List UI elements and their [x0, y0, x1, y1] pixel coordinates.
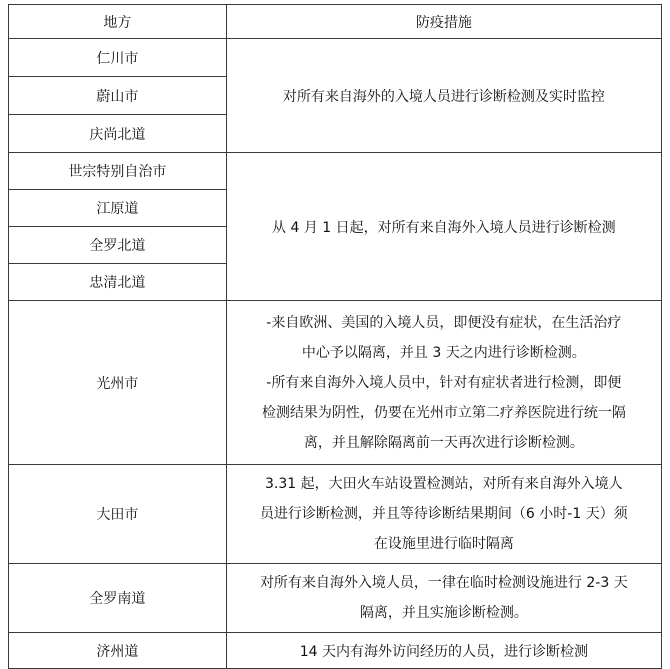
region-cell: 庆尚北道 [9, 115, 227, 153]
measure-line: 隔离，并且实施诊断检测。 [359, 605, 528, 621]
header-measures: 防疫措施 [226, 5, 661, 39]
header-region: 地方 [9, 5, 227, 39]
measure-line: -所有来自海外入境人员中，针对有症状者进行检测，即便 [266, 374, 622, 391]
region-cell: 世宗特别自治市 [9, 153, 227, 190]
region-cell: 忠清北道 [9, 264, 227, 301]
measure-line: 离，并且解除隔离前一天再次进行诊断检测。 [303, 434, 584, 451]
table-row [9, 465, 662, 564]
measure-line: 在设施里进行临时隔离 [373, 536, 514, 552]
region-cell: 蔚山市 [9, 77, 227, 115]
measure-cell [226, 153, 661, 301]
region-cell: 光州市 [9, 301, 227, 465]
measure-line: 14 天内有海外访问经历的人员，进行诊断检测 [299, 643, 588, 660]
region-cell: 全罗北道 [9, 227, 227, 264]
measure-cell [226, 564, 661, 633]
table-row [9, 633, 662, 669]
measure-cell [226, 465, 661, 564]
measure-cell [226, 633, 661, 669]
measure-line: -来自欧洲、美国的入境人员，即便没有症状，在生活治疗 [266, 314, 622, 331]
table-row [9, 39, 662, 77]
measure-line: 3.31 起，大田火车站设置检测站，对所有来自海外入境人 [265, 476, 623, 492]
region-cell: 全罗南道 [9, 564, 227, 633]
table-row [9, 564, 662, 633]
region-cell: 大田市 [9, 465, 227, 564]
measure-line: 对所有来自海外的入境人员进行诊断检测及实时监控 [282, 88, 605, 105]
measure-line: 中心予以隔离，并且 3 天之内进行诊断检测。 [301, 344, 586, 361]
table-row [9, 153, 662, 190]
measure-line: 员进行诊断检测，并且等待诊断结果期间（6 小时-1 天）须 [259, 506, 628, 522]
measures-table [8, 4, 662, 669]
region-cell: 江原道 [9, 190, 227, 227]
region-cell: 仁川市 [9, 39, 227, 77]
table-row [9, 301, 662, 465]
measure-cell [226, 301, 661, 465]
region-cell: 济州道 [9, 633, 227, 669]
measure-line: 检测结果为阴性，仍要在光州市立第二疗养医院进行统一隔 [261, 404, 626, 421]
measure-line: 从 4 月 1 日起，对所有来自海外入境人员进行诊断检测 [272, 219, 616, 236]
measure-cell [226, 39, 661, 153]
header-row [9, 5, 662, 39]
measure-line: 对所有来自海外入境人员，一律在临时检测设施进行 2-3 天 [259, 575, 628, 591]
